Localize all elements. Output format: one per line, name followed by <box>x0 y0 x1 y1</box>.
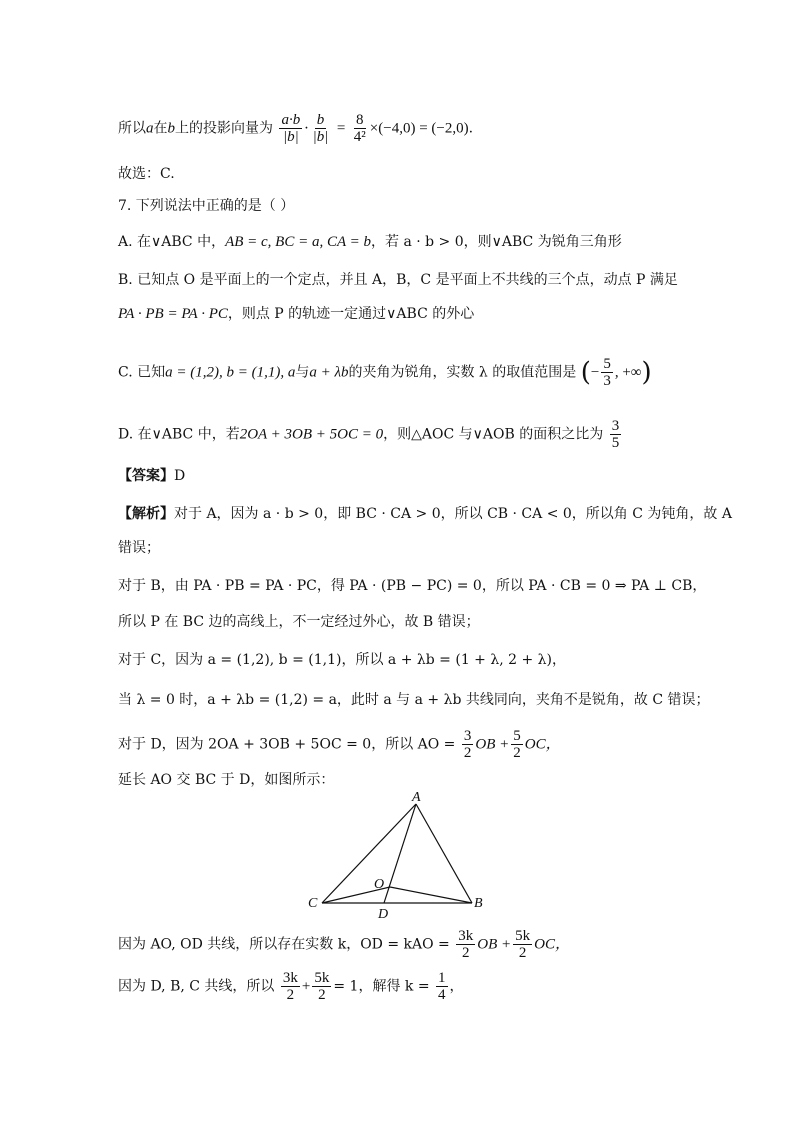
projection-line: 所以a在b上的投影向量为 $\frac{a\cdot b}{|b|}$ · $\frac{b}{|b|}$ = $\frac{8}{\text{4²}}$ ×(−4,0) = (−2,0). <box>118 112 474 145</box>
text-mid1: 在 <box>153 120 168 137</box>
triangle-figure <box>300 790 500 920</box>
option-b-text: B. 已知点 O 是平面上的一个定点，并且 A，B，C 是平面上不共线的三个点，动点 P 满足 <box>118 272 678 288</box>
option-c: C. 已知a = (1,2), b = (1,1), a与a + λb的夹角为锐角，实数 λ 的取值范围是 (− $\frac{5}{3}$ , +∞) <box>118 356 652 389</box>
fraction-b-over-b <box>311 112 331 145</box>
fraction-5k-2 <box>513 928 532 961</box>
solution-c-text: 对于 C，因为 a = (1,2), b = (1,1)，所以 a + λb = (1 + λ, 2 + λ)， <box>118 652 566 668</box>
option-c-vals: a = (1,2), b = (1,1), a <box>165 364 296 381</box>
solution-f-pre: 因为 D, B, C 共线，所以 <box>118 978 275 995</box>
solution-e-line1 <box>118 928 570 961</box>
option-a <box>118 232 622 252</box>
option-d-tail: ，则△AOC 与∨AOB 的面积之比为 <box>383 426 604 443</box>
frac-num: 3k <box>458 928 474 944</box>
fraction-1-4 <box>436 970 448 1003</box>
fraction-3k-2b <box>281 970 300 1003</box>
option-d-formula: 2OA + 3OB + 5OC = 0 <box>239 426 384 443</box>
edge-ab <box>416 804 472 903</box>
option-c-tail: 的夹角为锐角，实数 λ 的取值范围是 <box>348 364 577 381</box>
frac-den: 2 <box>286 987 295 1003</box>
solution-b-text2: 所以 P 在 BC 边的高线上，不一定经过外心，故 B 错误； <box>118 614 480 630</box>
frac-num: a·b <box>281 112 301 128</box>
frac-den: |b| <box>282 129 299 145</box>
fraction-5k-2b <box>312 970 331 1003</box>
var-a: a <box>146 120 154 137</box>
solution-f-line1 <box>118 970 464 1003</box>
solution-b-line1 <box>118 576 706 596</box>
fraction-5-2 <box>511 728 523 761</box>
solution-a-line2 <box>118 538 160 558</box>
range-minus: − <box>590 364 600 381</box>
label-d: D <box>378 907 389 920</box>
frac-num: 3 <box>611 418 620 434</box>
frac-num: 5k <box>515 928 531 944</box>
solution-d-pre: 对于 D，因为 2OA + 3OB + 5OC = 0，所以 AO = <box>118 736 456 753</box>
option-c-expr: a + λb <box>309 364 349 381</box>
fraction-8-over-16 <box>352 112 368 145</box>
option-c-lead: C. 已知 <box>118 364 166 381</box>
fraction-3k-2 <box>456 928 475 961</box>
frac-num: 1 <box>438 970 446 986</box>
solution-f-mid: = 1，解得 k = <box>333 978 430 995</box>
frac-den: 2 <box>513 745 521 761</box>
option-c-mid: 与 <box>295 364 310 381</box>
var-b: b <box>167 120 175 137</box>
frac-den: 4 <box>438 987 446 1003</box>
frac-num: 8 <box>356 112 364 128</box>
segment-ad <box>384 804 416 903</box>
frac-den: 2 <box>463 745 472 761</box>
choice-text: 故选：C. <box>118 166 175 182</box>
edge-ac <box>322 804 416 903</box>
solution-e-pre: 因为 AO, OD 共线，所以存在实数 k，OD = kAO = <box>118 936 450 953</box>
frac-num: 5 <box>603 356 611 372</box>
frac-den: 2 <box>318 987 326 1003</box>
option-b-formula: PA · PB = PA · PC <box>118 306 228 322</box>
solution-c-line2 <box>118 690 710 710</box>
text-end: . <box>468 120 474 137</box>
option-b-tail: ，则点 P 的轨迹一定通过∨ABC 的外心 <box>227 306 475 322</box>
fraction-3-5 <box>610 418 622 451</box>
frac-den: 4² <box>353 129 366 145</box>
frac-num: 5k <box>314 970 330 986</box>
solution-d-line2 <box>118 770 334 790</box>
fraction-5-3 <box>601 356 613 389</box>
frac-num: 3 <box>463 728 472 744</box>
label-a: A <box>412 790 421 805</box>
frac-den: |b| <box>312 129 329 145</box>
frac-num: b <box>316 112 325 128</box>
solution-e-post: OC， <box>534 936 570 953</box>
solution-f-post: ， <box>449 978 464 995</box>
solution-e-mid: OB + <box>477 936 512 953</box>
option-a-lead: A. 在∨ABC 中， <box>118 234 226 250</box>
option-b-line2 <box>118 304 474 324</box>
option-d <box>118 418 623 451</box>
choice-line <box>118 164 175 184</box>
solution-c-text2: 当 λ = 0 时，a + λb = (1,2) = a，此时 a 与 a + λb 共线同向，夹角不是锐角，故 C 错误； <box>118 692 710 708</box>
text-prefix: 所以 <box>118 120 146 137</box>
frac-den: 5 <box>611 435 620 451</box>
fraction-ab-over-b <box>279 112 302 145</box>
frac-num: 3k <box>282 970 298 986</box>
label-b: B <box>474 896 483 911</box>
label-c: C <box>308 896 318 911</box>
option-a-cond: ，若 a · b > 0，则∨ABC 为锐角三角形 <box>371 234 622 250</box>
solution-d-line1 <box>118 728 561 761</box>
fraction-3-2 <box>462 728 474 761</box>
frac-den: 2 <box>462 945 470 961</box>
label-o: O <box>374 877 385 892</box>
text-mid2: 上的投影向量为 <box>175 120 273 137</box>
solution-b-line2 <box>118 612 480 632</box>
solution-a-text2: 错误； <box>118 540 160 556</box>
solution-d-post: OC， <box>524 736 561 753</box>
answer-line <box>118 466 185 486</box>
solution-d-text2: 延长 AO 交 BC 于 D，如图所示： <box>118 772 335 788</box>
solution-c-line1 <box>118 650 566 670</box>
question-text: 7. 下列说法中正确的是（ ） <box>118 198 295 214</box>
solution-d-mid: OB + <box>475 736 510 753</box>
frac-den: 2 <box>518 945 527 961</box>
solution-label: 【解析】 <box>118 506 174 522</box>
segment-ob <box>390 887 472 903</box>
option-a-defs: AB = c, BC = a, CA = b <box>225 234 371 250</box>
solution-b-text: 对于 B，由 PA · PB = PA · PC，得 PA · (PB − PC) = 0，所以 PA · CB = 0 ⇒ PA ⊥ CB， <box>118 578 707 594</box>
option-b-line1 <box>118 270 678 290</box>
plus-sign: + <box>301 978 311 995</box>
solution-a-line1 <box>118 504 732 524</box>
answer-value: D <box>174 468 186 484</box>
frac-num: 5 <box>513 728 521 744</box>
option-d-lead: D. 在∨ABC 中，若 <box>118 426 240 443</box>
range-tail: , +∞ <box>614 364 642 381</box>
solution-a-text: 对于 A，因为 a · b > 0，即 BC · CA > 0，所以 CB · CA < 0，所以角 C 为钝角，故 A <box>174 506 732 522</box>
question-7-stem <box>118 196 294 216</box>
answer-label: 【答案】 <box>118 468 174 484</box>
formula-tail: ×(−4,0) = (−2,0) <box>369 120 469 137</box>
frac-den: 3 <box>603 373 611 389</box>
